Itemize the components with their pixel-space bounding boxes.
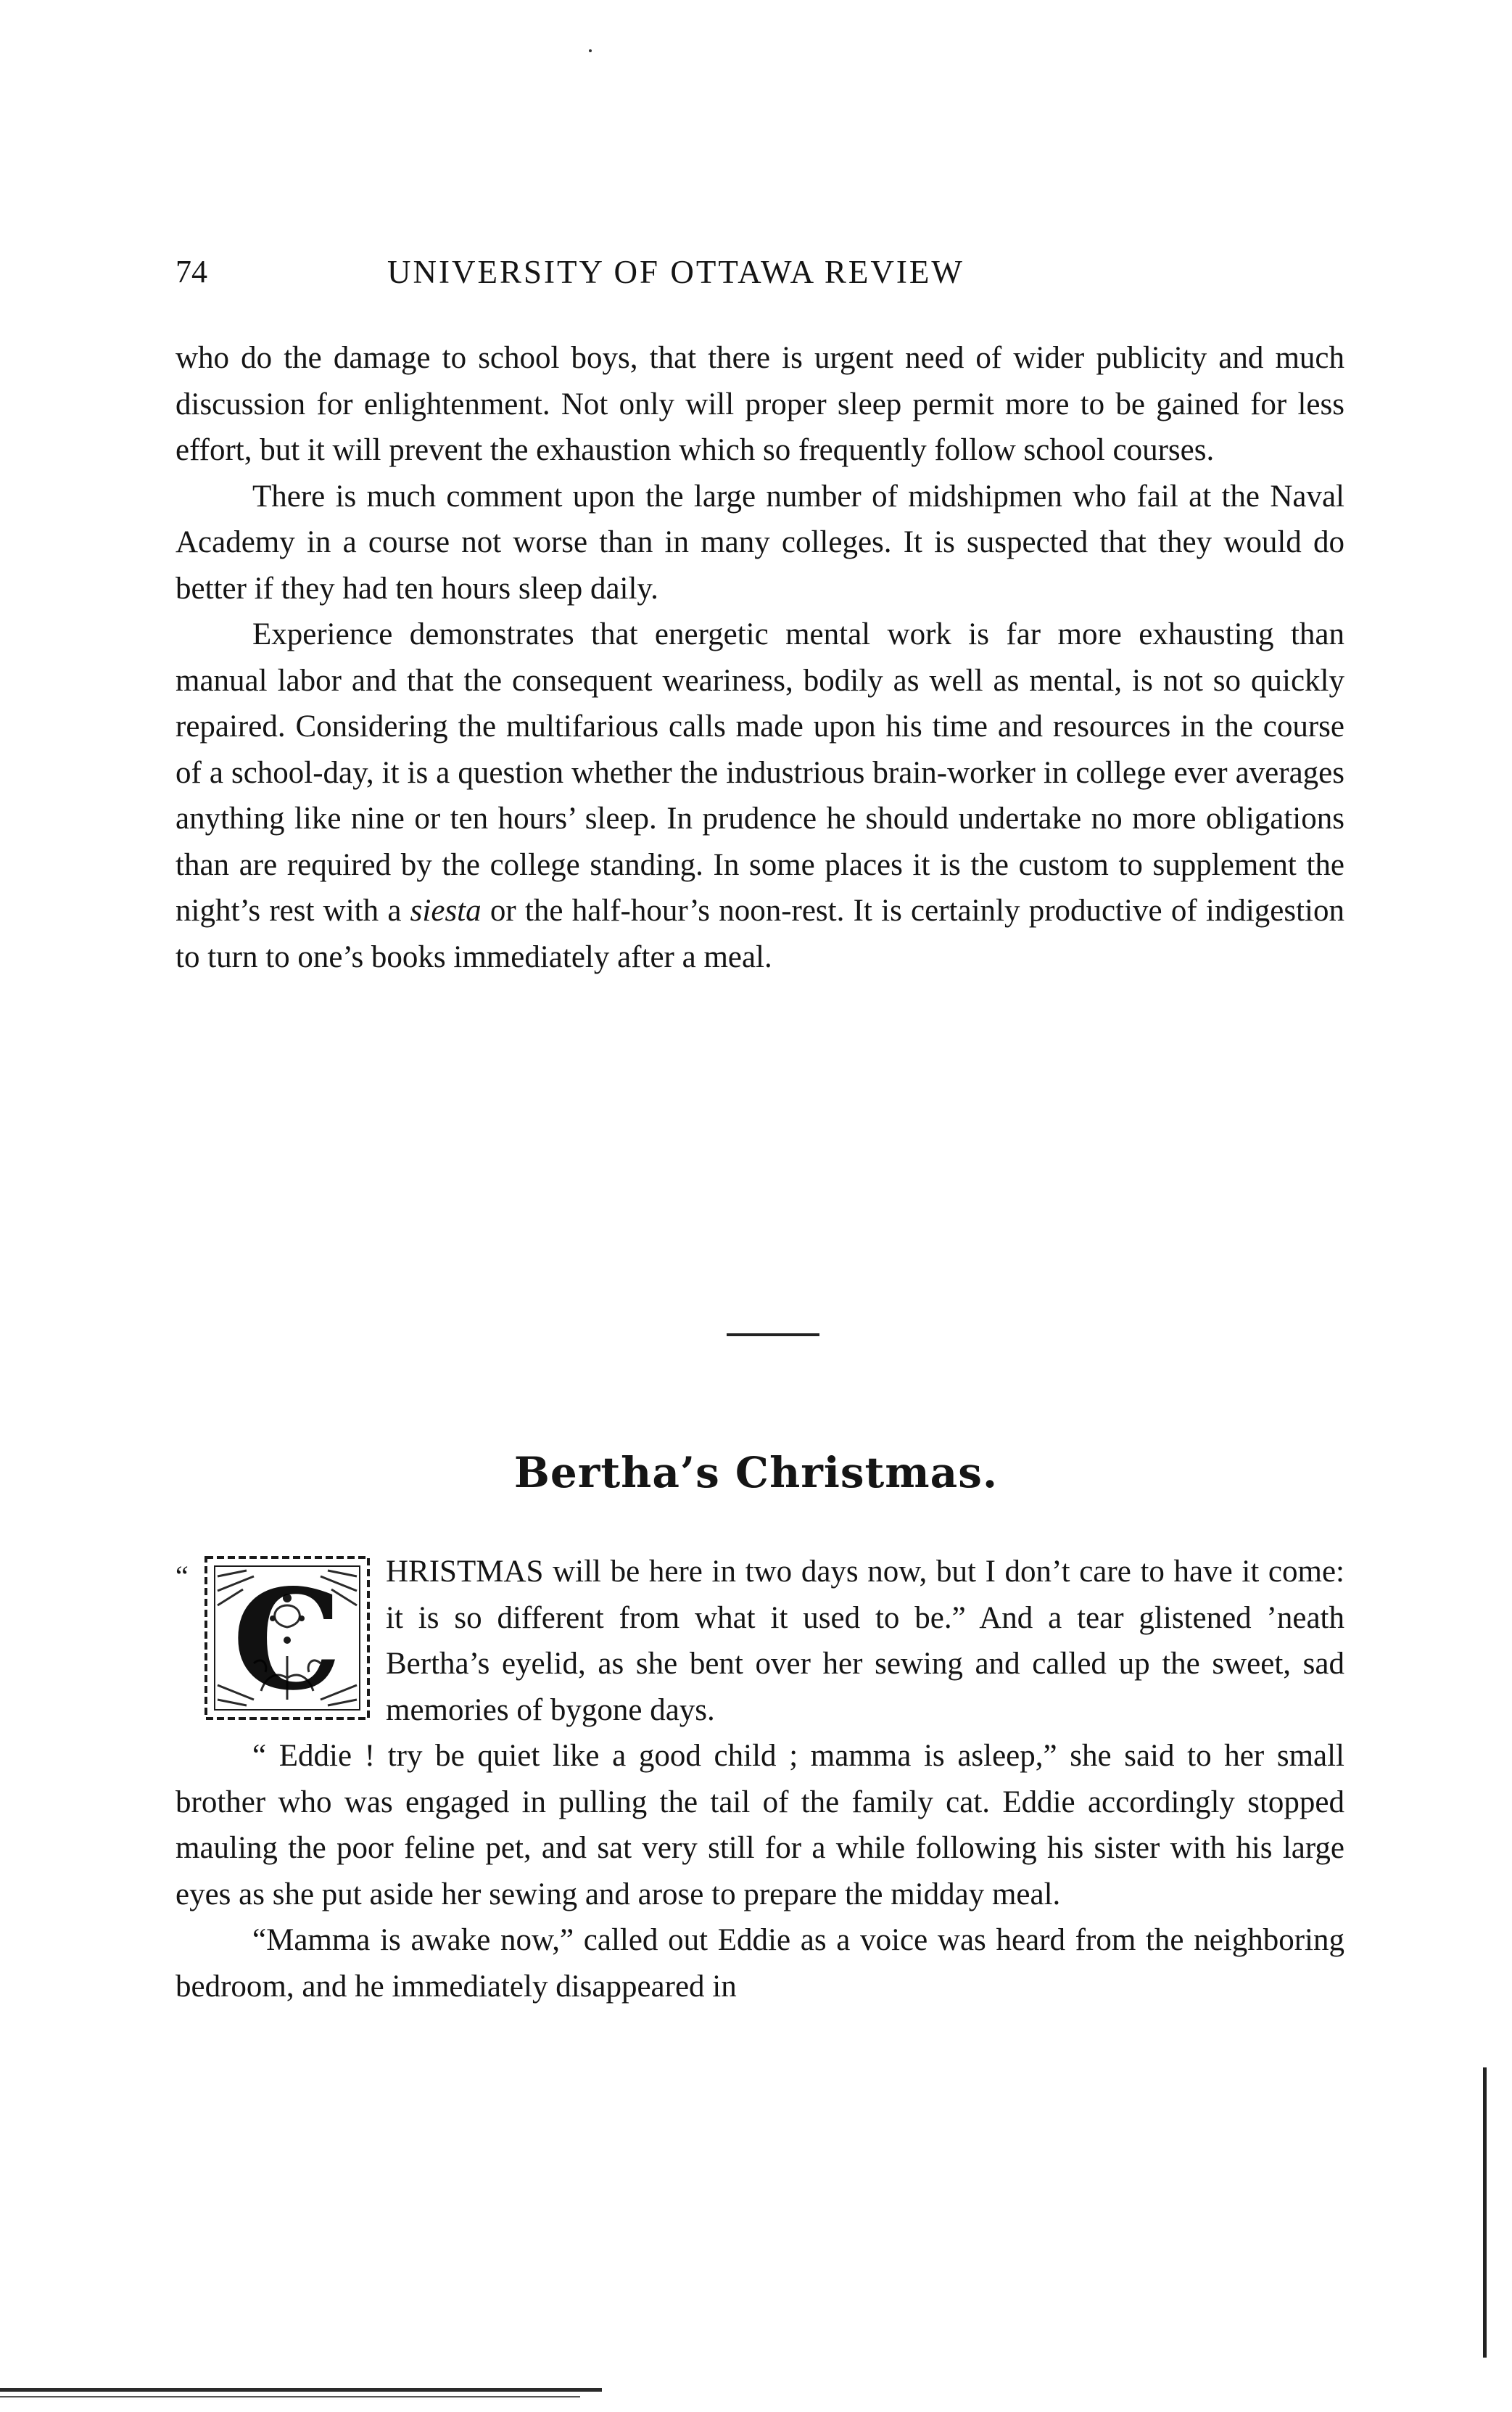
page-number: 74 — [175, 254, 207, 289]
essay-text-run: Experience demonstrates that energetic mental work is far more exhausting than manual labor and that the consequent weariness, bodily as well as mental, is not so quickly repaired. Considering the multifarious calls made upon his time and resources in the course of a school-day, it is a question whether the industrious brain-worker in college ever averages anything like nine or ten hours’ sleep. In prudence he should undertake no more obligations than are required by the college standing. In some places it is the custom to supplement the night’s rest with a — [175, 617, 1344, 928]
story-text — [175, 1549, 1344, 2009]
binding-margin-line — [1483, 2067, 1487, 2358]
story-paragraph: “ Eddie ! try be quiet like a good child ; mamma is asleep,” she said to her small brother who was engaged in pulling the tail of the family cat. Eddie accordingly stopped mauling the poor feline pet, and sat very still for a while following his sister with his large eyes as she put aside her sewing and arose to prepare the midday meal. — [175, 1739, 1344, 1911]
running-head — [175, 247, 1343, 297]
bottom-scan-edge-thin — [0, 2396, 580, 2397]
opening-quote-mark: “ — [175, 1560, 189, 1592]
italic-word: siesta — [410, 894, 482, 928]
story-title: Bertha’s Christmas. — [513, 1448, 999, 1497]
story-paragraph: HRISTMAS will be here in two days now, but I don’t care to have it come: it is so different from what it used to be.” And a tear glistened ’neath Bertha’s eyelid, as she bent over her sewing and called up the sweet, sad memories of bygone days. — [386, 1555, 1344, 1727]
essay-paragraph — [175, 612, 1344, 980]
section-divider — [727, 1333, 819, 1336]
essay-text — [175, 335, 1344, 980]
bottom-scan-edge — [0, 2388, 602, 2392]
essay-text-run: or the half-hour’s noon-rest. It is certainly productive of indigestion to turn to one’s books immediately after a meal. — [175, 894, 1344, 974]
journal-title: UNIVERSITY OF OTTAWA REVIEW — [387, 254, 964, 290]
essay-paragraph: There is much comment upon the large number of midshipmen who fail at the Naval Academy in a course not worse than in many colleges. It is suspected that they would do better if they had ten hours sleep daily. — [175, 479, 1344, 606]
story-paragraph: “Mamma is awake now,” called out Eddie as a voice was heard from the neighboring bedroom, and he immediately disappeared in — [175, 1923, 1344, 2004]
drop-cap-letter: C — [232, 1559, 342, 1721]
essay-paragraph: who do the damage to school boys, that there is urgent need of wider publicity and much discussion for enlightenment. Not only will proper sleep permit more to be gained for less effort, but it will prevent the exhaustion which so frequently follow school courses. — [175, 341, 1344, 467]
ink-speck — [589, 49, 592, 52]
ornamental-initial — [203, 1555, 371, 1721]
